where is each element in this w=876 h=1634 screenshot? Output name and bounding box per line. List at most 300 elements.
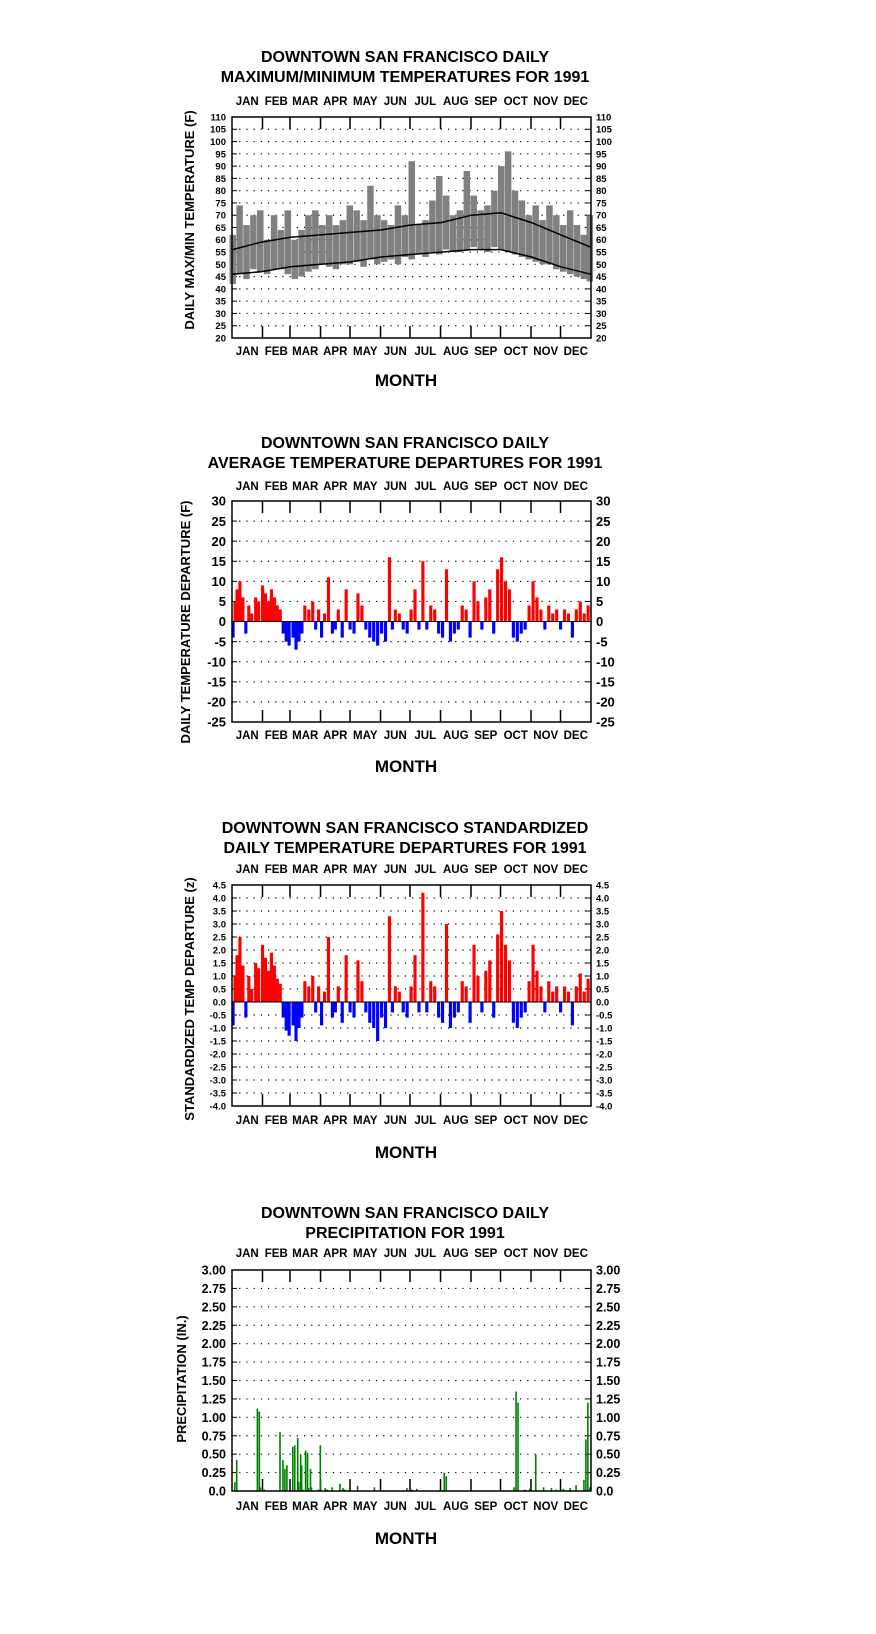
- month-label-top: FEB: [264, 864, 288, 876]
- y-tick-label-left: 2.50: [201, 1300, 226, 1315]
- negative-departure-bar: [288, 622, 291, 646]
- precipitation-bar: [517, 1403, 519, 1491]
- positive-departure-bar: [421, 893, 424, 1002]
- positive-departure-bar: [488, 589, 491, 621]
- month-label-top: JAN: [235, 96, 259, 108]
- negative-departure-bar: [376, 622, 379, 646]
- positive-departure-bar: [539, 986, 542, 1002]
- positive-departure-bar: [484, 597, 487, 621]
- temperature-range-bar: [567, 210, 574, 274]
- y-tick-label-left: 70: [215, 210, 226, 222]
- positive-departure-bar: [327, 577, 330, 621]
- positive-departure-bar: [307, 986, 310, 1002]
- month-label-bottom: MAY: [353, 1115, 378, 1127]
- positive-departure-bar: [461, 605, 464, 621]
- negative-departure-bar: [291, 622, 294, 638]
- positive-departure-bar: [337, 609, 340, 621]
- y-tick-label-right: -25: [596, 714, 615, 730]
- month-label-bottom: SEP: [474, 346, 498, 358]
- positive-departure-bar: [445, 569, 448, 621]
- month-label-top: MAY: [353, 96, 378, 108]
- month-label-top: OCT: [503, 481, 528, 493]
- positive-departure-bar: [539, 609, 542, 621]
- month-label-top: FEB: [264, 1248, 288, 1260]
- positive-departure-bar: [528, 605, 531, 621]
- positive-departure-bar: [270, 953, 273, 1002]
- y-tick-label-right: 3.5: [596, 906, 610, 918]
- negative-departure-bar: [480, 622, 483, 630]
- positive-departure-bar: [496, 934, 499, 1002]
- y-tick-label-right: -20: [596, 694, 615, 710]
- month-label-bottom: JUN: [383, 1115, 407, 1127]
- y-tick-label-right: -15: [596, 674, 615, 690]
- month-label-top: SEP: [474, 864, 498, 876]
- month-label-top: AUG: [442, 481, 469, 493]
- month-label-top: JAN: [235, 1248, 259, 1260]
- negative-departure-bar: [294, 622, 297, 650]
- chart-title: DOWNTOWN SAN FRANCISCO DAILY: [261, 435, 549, 452]
- positive-departure-bar: [238, 581, 241, 621]
- negative-departure-bar: [449, 1002, 452, 1028]
- y-tick-label-right: 90: [596, 161, 607, 173]
- y-tick-label-right: 75: [596, 198, 607, 210]
- positive-departure-bar: [238, 937, 241, 1002]
- negative-departure-bar: [288, 1002, 291, 1036]
- negative-departure-bar: [352, 1002, 355, 1018]
- negative-departure-bar: [352, 622, 355, 634]
- month-label-bottom: AUG: [442, 346, 469, 358]
- month-label-bottom: MAR: [292, 730, 319, 742]
- y-tick-label-left: -1.5: [209, 1036, 226, 1048]
- positive-departure-bar: [472, 581, 475, 621]
- y-tick-label-right: 100: [596, 136, 612, 148]
- negative-departure-bar: [516, 622, 519, 642]
- y-tick-label-right: 0.0: [596, 997, 610, 1009]
- negative-departure-bar: [516, 1002, 519, 1028]
- month-label-bottom: OCT: [503, 1501, 528, 1513]
- positive-departure-bar: [484, 971, 487, 1002]
- month-label-bottom: MAY: [353, 1501, 378, 1513]
- positive-departure-bar: [433, 609, 436, 621]
- temperature-range-bar: [353, 210, 360, 262]
- y-tick-label-right: 25: [596, 513, 611, 529]
- precipitation-bar: [443, 1473, 445, 1491]
- negative-departure-bar: [320, 622, 323, 638]
- positive-departure-bar: [465, 609, 468, 621]
- positive-departure-bar: [583, 614, 586, 622]
- precipitation-bar: [259, 1411, 261, 1491]
- y-tick-label-left: 100: [210, 136, 226, 148]
- month-label-bottom: DEC: [563, 730, 588, 742]
- negative-departure-bar: [449, 622, 452, 642]
- temperature-range-bar: [532, 205, 539, 261]
- positive-departure-bar: [583, 992, 586, 1002]
- negative-departure-bar: [512, 1002, 515, 1023]
- y-tick-label-left: -4.0: [209, 1101, 226, 1113]
- negative-departure-bar: [391, 622, 394, 630]
- x-axis-label: MONTH: [374, 1143, 438, 1162]
- positive-departure-bar: [317, 986, 320, 1002]
- negative-departure-bar: [291, 1002, 294, 1025]
- temperature-range-bar: [243, 225, 250, 279]
- y-tick-label-left: 60: [215, 235, 226, 247]
- positive-departure-bar: [264, 958, 267, 1002]
- y-tick-label-right: 1.25: [596, 1392, 621, 1407]
- negative-departure-bar: [297, 622, 300, 642]
- negative-departure-bar: [571, 622, 574, 638]
- negative-departure-bar: [334, 1002, 337, 1012]
- month-label-bottom: JAN: [235, 1501, 259, 1513]
- negative-departure-bar: [384, 622, 387, 642]
- positive-departure-bar: [241, 597, 244, 621]
- y-tick-label-right: 2.75: [596, 1281, 621, 1296]
- precipitation-bar: [282, 1460, 284, 1491]
- y-tick-label-right: 60: [596, 235, 607, 247]
- month-label-bottom: JUN: [383, 730, 407, 742]
- month-label-top: DEC: [563, 864, 588, 876]
- positive-departure-bar: [254, 597, 257, 621]
- y-tick-label-right: 1.50: [596, 1374, 621, 1388]
- positive-departure-bar: [429, 605, 432, 621]
- y-tick-label-left: -1.0: [209, 1023, 226, 1035]
- positive-departure-bar: [303, 605, 306, 621]
- positive-departure-bar: [461, 981, 464, 1002]
- positive-departure-bar: [563, 986, 566, 1002]
- positive-departure-bar: [410, 986, 413, 1002]
- positive-departure-bar: [311, 976, 314, 1002]
- y-tick-label-right: 0.75: [596, 1429, 621, 1444]
- y-tick-label-left: 90: [215, 161, 226, 173]
- positive-departure-bar: [555, 609, 558, 621]
- positive-departure-bar: [276, 979, 279, 1002]
- y-tick-label-right: 80: [596, 186, 607, 198]
- temperature-range-bar: [347, 205, 354, 264]
- y-tick-label-left: 30: [211, 493, 226, 509]
- positive-departure-bar: [563, 609, 566, 621]
- positive-departure-bar: [579, 601, 582, 621]
- y-tick-label-left: -25: [207, 714, 226, 730]
- negative-departure-bar: [457, 1002, 460, 1012]
- positive-departure-bar: [303, 981, 306, 1002]
- temperature-range-bar: [491, 191, 498, 247]
- positive-departure-bar: [504, 581, 507, 621]
- temperature-range-bar: [340, 220, 347, 264]
- y-axis-label: PRECIPITATION (IN.): [174, 1315, 189, 1443]
- temperature-range-bar: [436, 176, 443, 255]
- positive-departure-bar: [323, 992, 326, 1002]
- positive-departure-bar: [317, 609, 320, 621]
- y-tick-label-right: 10: [596, 574, 611, 590]
- precipitation-bar: [294, 1445, 296, 1491]
- month-label-bottom: JAN: [235, 1115, 259, 1127]
- month-label-bottom: JUL: [414, 730, 437, 742]
- positive-departure-bar: [247, 976, 250, 1002]
- y-tick-label-right: 85: [596, 173, 607, 185]
- positive-departure-bar: [398, 614, 401, 622]
- negative-departure-bar: [571, 1002, 574, 1025]
- chart-3-plot: [210, 864, 613, 1127]
- y-tick-label-right: 15: [596, 553, 611, 569]
- positive-departure-bar: [394, 609, 397, 621]
- positive-departure-bar: [360, 605, 363, 621]
- precipitation-bar: [535, 1454, 537, 1491]
- y-tick-label-left: 65: [215, 222, 226, 234]
- y-tick-label-left: -15: [207, 674, 226, 690]
- month-label-bottom: SEP: [474, 1115, 498, 1127]
- negative-departure-bar: [391, 1002, 394, 1012]
- y-tick-label-left: 105: [210, 124, 226, 136]
- positive-departure-bar: [567, 992, 570, 1002]
- negative-departure-bar: [380, 1002, 383, 1018]
- temperature-range-bar: [574, 225, 581, 277]
- negative-departure-bar: [520, 1002, 523, 1018]
- y-tick-label-right: -1.5: [596, 1036, 613, 1048]
- temperature-range-bar: [477, 210, 484, 249]
- positive-departure-bar: [279, 609, 282, 621]
- precipitation-bar: [307, 1453, 309, 1491]
- y-tick-label-left: 95: [215, 149, 226, 161]
- y-tick-label-left: 0.75: [201, 1429, 226, 1444]
- y-tick-label-right: -5: [596, 634, 608, 650]
- y-tick-label-left: 3.0: [212, 919, 226, 931]
- negative-departure-bar: [469, 622, 472, 638]
- positive-departure-bar: [500, 911, 503, 1002]
- month-label-bottom: FEB: [264, 346, 288, 358]
- temperature-range-bar: [326, 215, 333, 267]
- positive-departure-bar: [579, 973, 582, 1002]
- precipitation-bar: [515, 1392, 517, 1491]
- negative-departure-bar: [300, 1002, 303, 1018]
- precipitation-bar: [445, 1476, 447, 1491]
- month-label-bottom: MAR: [292, 1115, 319, 1127]
- month-label-top: APR: [323, 481, 348, 493]
- positive-departure-bar: [264, 593, 267, 621]
- month-label-top: APR: [323, 1248, 348, 1260]
- positive-departure-bar: [311, 601, 314, 621]
- temperature-range-bar: [285, 210, 292, 274]
- negative-departure-bar: [331, 622, 334, 634]
- negative-departure-bar: [334, 622, 337, 630]
- negative-departure-bar: [341, 1002, 344, 1023]
- month-label-bottom: MAR: [292, 346, 319, 358]
- negative-departure-bar: [437, 1002, 440, 1018]
- y-tick-label-left: 1.5: [212, 958, 226, 970]
- positive-departure-bar: [496, 569, 499, 621]
- y-tick-label-right: 1.0: [596, 971, 610, 983]
- y-tick-label-right: 20: [596, 333, 607, 345]
- positive-departure-bar: [273, 597, 276, 621]
- month-label-top: OCT: [503, 1248, 528, 1260]
- month-label-top: OCT: [503, 864, 528, 876]
- precipitation-bar: [279, 1432, 281, 1491]
- temperature-range-bar: [546, 205, 553, 264]
- x-axis-label: MONTH: [374, 1529, 438, 1548]
- temperature-range-bar: [264, 240, 271, 274]
- precipitation-bar: [292, 1447, 294, 1491]
- month-label-bottom: APR: [323, 346, 348, 358]
- precipitation-bar: [236, 1460, 238, 1491]
- precipitation-bar: [257, 1408, 259, 1491]
- month-label-bottom: MAR: [292, 1501, 319, 1513]
- y-tick-label-right: 70: [596, 210, 607, 222]
- negative-departure-bar: [331, 1002, 334, 1018]
- y-tick-label-left: 40: [215, 284, 226, 296]
- positive-departure-bar: [429, 981, 432, 1002]
- positive-departure-bar: [433, 986, 436, 1002]
- negative-departure-bar: [425, 622, 428, 630]
- negative-departure-bar: [368, 1002, 371, 1023]
- y-tick-label-right: 2.5: [596, 932, 610, 944]
- negative-departure-bar: [244, 1002, 247, 1018]
- chart-1-plot: [210, 96, 612, 358]
- month-label-bottom: APR: [323, 1501, 348, 1513]
- negative-departure-bar: [372, 622, 375, 642]
- temperature-range-bar: [381, 220, 388, 262]
- temperature-range-bar: [484, 205, 491, 252]
- positive-departure-bar: [250, 614, 253, 622]
- positive-departure-bar: [337, 986, 340, 1002]
- y-tick-label-left: -3.0: [209, 1075, 226, 1087]
- y-tick-label-left: 15: [211, 553, 226, 569]
- y-tick-label-left: 25: [211, 513, 226, 529]
- y-tick-label-left: 50: [215, 259, 226, 271]
- y-tick-label-left: 30: [215, 308, 226, 320]
- positive-departure-bar: [345, 589, 348, 621]
- chart-subtitle: AVERAGE TEMPERATURE DEPARTURES FOR 1991: [207, 455, 603, 472]
- negative-departure-bar: [402, 1002, 405, 1012]
- negative-departure-bar: [341, 622, 344, 638]
- positive-departure-bar: [323, 614, 326, 622]
- temperature-range-bar: [422, 220, 429, 257]
- y-tick-label-right: -3.0: [596, 1075, 613, 1087]
- month-label-top: JAN: [235, 864, 259, 876]
- y-tick-label-left: 75: [215, 198, 226, 210]
- negative-departure-bar: [441, 622, 444, 638]
- negative-departure-bar: [282, 1002, 285, 1018]
- temperature-range-bar: [498, 166, 505, 249]
- positive-departure-bar: [504, 945, 507, 1002]
- y-tick-label-left: 2.0: [212, 945, 226, 957]
- negative-departure-bar: [480, 1002, 483, 1012]
- y-tick-label-right: 50: [596, 259, 607, 271]
- temperature-range-bar: [505, 151, 512, 252]
- negative-departure-bar: [559, 622, 562, 630]
- temperature-range-bar: [319, 225, 326, 264]
- month-label-bottom: MAY: [353, 346, 378, 358]
- x-axis-label: MONTH: [374, 371, 438, 390]
- month-label-bottom: JAN: [235, 730, 259, 742]
- y-tick-label-left: 0.50: [201, 1447, 226, 1462]
- y-tick-label-right: -2.5: [596, 1062, 613, 1074]
- positive-departure-bar: [488, 960, 491, 1002]
- negative-departure-bar: [282, 622, 285, 634]
- positive-departure-bar: [476, 976, 479, 1002]
- month-label-bottom: DEC: [563, 1115, 588, 1127]
- negative-departure-bar: [453, 622, 456, 634]
- negative-departure-bar: [417, 1002, 420, 1012]
- positive-departure-bar: [531, 581, 534, 621]
- negative-departure-bar: [368, 622, 371, 638]
- month-label-top: SEP: [474, 96, 498, 108]
- negative-departure-bar: [524, 622, 527, 630]
- temperature-range-bar: [291, 240, 298, 279]
- negative-departure-bar: [297, 1002, 300, 1028]
- positive-departure-bar: [247, 605, 250, 621]
- positive-departure-bar: [531, 945, 534, 1002]
- y-tick-label-left: 1.25: [201, 1392, 226, 1407]
- negative-departure-bar: [417, 622, 420, 630]
- y-tick-label-right: 4.5: [596, 880, 610, 892]
- month-label-bottom: AUG: [442, 730, 469, 742]
- month-label-top: SEP: [474, 481, 498, 493]
- month-label-bottom: JUN: [383, 346, 407, 358]
- precipitation-bar: [286, 1465, 288, 1491]
- y-tick-label-left: 2.25: [201, 1318, 226, 1333]
- positive-departure-bar: [508, 960, 511, 1002]
- negative-departure-bar: [380, 622, 383, 634]
- month-label-top: MAR: [292, 481, 319, 493]
- month-label-top: MAR: [292, 864, 319, 876]
- temperature-range-bar: [464, 171, 471, 250]
- precipitation-bar: [320, 1445, 322, 1491]
- chart-subtitle: PRECIPITATION FOR 1991: [305, 1225, 505, 1242]
- temperature-range-bar: [409, 161, 416, 259]
- month-label-top: NOV: [533, 1248, 559, 1260]
- month-label-bottom: JUL: [414, 1501, 437, 1513]
- precipitation-bar: [583, 1480, 585, 1491]
- y-tick-label-right: 1.00: [596, 1410, 621, 1425]
- y-tick-label-right: -4.0: [596, 1101, 613, 1113]
- y-tick-label-left: -3.5: [209, 1088, 226, 1100]
- y-tick-label-right: -10: [596, 654, 615, 670]
- y-tick-label-right: 45: [596, 272, 607, 284]
- positive-departure-bar: [388, 916, 391, 1002]
- month-label-top: JUL: [414, 96, 437, 108]
- month-label-bottom: APR: [323, 1115, 348, 1127]
- y-tick-label-left: 0: [218, 614, 226, 630]
- chart-title: DOWNTOWN SAN FRANCISCO STANDARDIZED: [221, 820, 589, 837]
- positive-departure-bar: [551, 992, 554, 1002]
- month-label-top: JUN: [383, 1248, 407, 1260]
- negative-departure-bar: [437, 622, 440, 634]
- chart-4-plot: [202, 1248, 621, 1513]
- temperature-range-bar: [257, 210, 264, 271]
- positive-departure-bar: [345, 955, 348, 1002]
- positive-departure-bar: [472, 945, 475, 1002]
- temperature-range-bar: [271, 215, 278, 269]
- negative-departure-bar: [376, 1002, 379, 1041]
- negative-departure-bar: [314, 1002, 317, 1012]
- positive-departure-bar: [575, 986, 578, 1002]
- y-tick-label-right: 105: [596, 124, 612, 136]
- positive-departure-bar: [413, 955, 416, 1002]
- y-tick-label-left: 25: [215, 321, 226, 333]
- negative-departure-bar: [364, 622, 367, 630]
- positive-departure-bar: [235, 955, 238, 1002]
- negative-departure-bar: [492, 622, 495, 634]
- y-tick-label-right: 2.00: [596, 1337, 621, 1352]
- positive-departure-bar: [567, 614, 570, 622]
- negative-departure-bar: [512, 622, 515, 638]
- temperature-range-bar: [457, 210, 464, 252]
- positive-departure-bar: [257, 601, 260, 621]
- positive-departure-bar: [279, 984, 282, 1002]
- y-tick-label-right: 0: [596, 614, 604, 630]
- positive-departure-bar: [547, 981, 550, 1002]
- positive-departure-bar: [575, 609, 578, 621]
- y-tick-label-right: 1.75: [596, 1355, 621, 1370]
- month-label-top: APR: [323, 864, 348, 876]
